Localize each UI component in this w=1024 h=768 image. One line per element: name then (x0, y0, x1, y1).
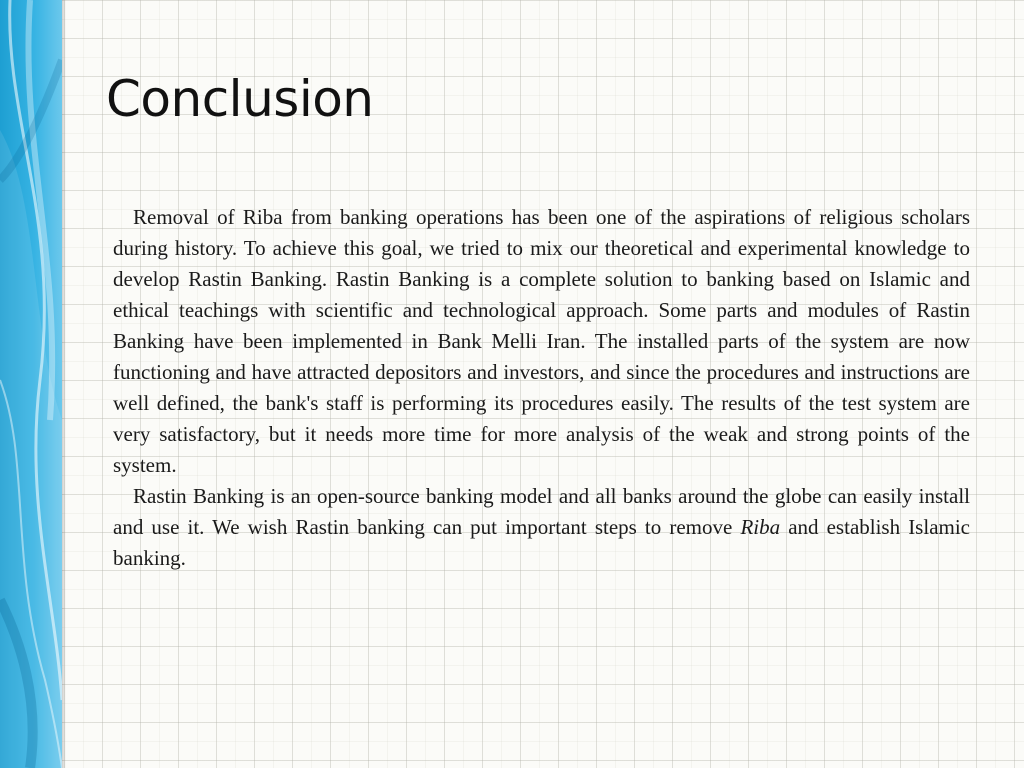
paragraph-2-emphasis: Riba (740, 515, 781, 539)
slide-title: Conclusion (106, 70, 374, 128)
side-band-shadow (62, 0, 66, 768)
decorative-side-band (0, 0, 62, 768)
paragraph-2-start: Rastin Banking is an open-source banking model and all banks around the globe can easily install and use it. We wish Rastin banking can put important steps to remove (113, 484, 970, 539)
paragraph-1: Removal of Riba from banking operations has been one of the aspirations of religious scholars during history. To achieve this goal, we tried to mix our theoretical and experimental knowledge to develop Rastin Banking. Rastin Banking is a complete solution to banking based on Islamic and ethical teachings with scientific and technological approach. Some parts and modules of Rastin Banking have been implemented in Bank Melli Iran. The installed parts of the system are now functioning and have attracted depositors and investors, and since the procedures and instructions are well defined, the bank's staff is performing its procedures easily. The results of the test system are very satisfactory, but it needs more time for more analysis of the weak and strong points of the system. (113, 205, 970, 477)
slide-body (113, 202, 970, 574)
wave-decoration (0, 0, 62, 768)
paragraph-2-end: and establish Islamic banking. (113, 515, 971, 570)
paragraph-2 (113, 481, 970, 574)
